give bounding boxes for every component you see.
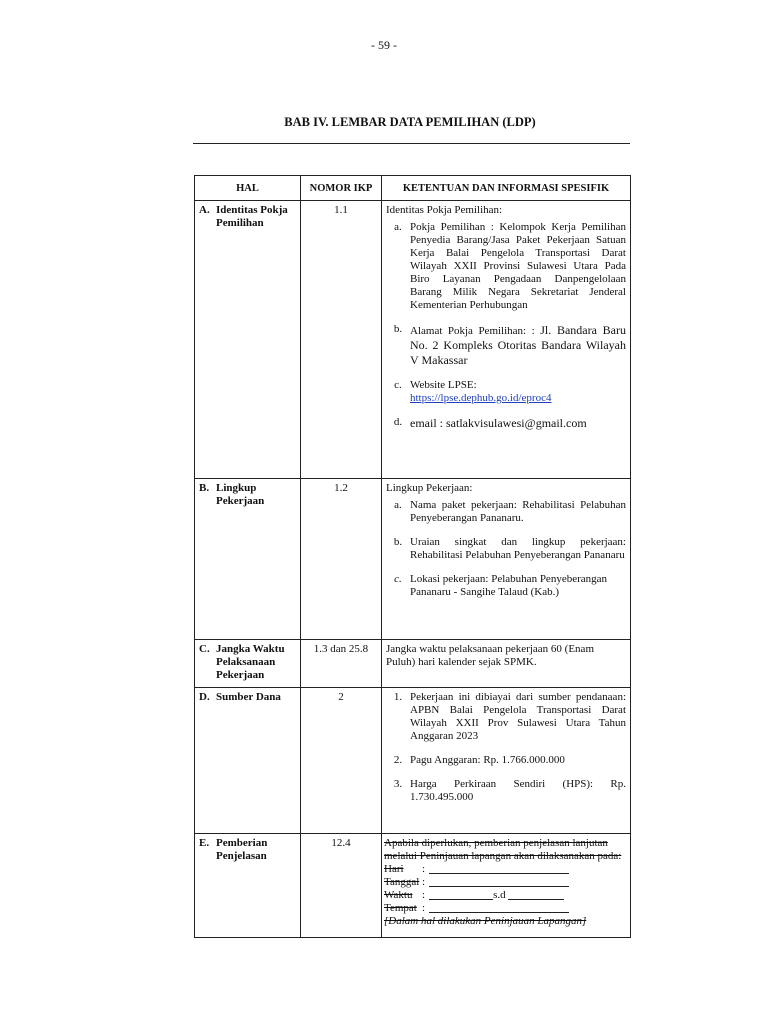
address-label: Alamat Pokja Pemilihan: : bbox=[410, 325, 541, 337]
list-item-text: Nama paket pekerjaan: Rehabilitasi Pelabuhan Penyeberangan Pananaru. bbox=[410, 499, 626, 524]
nomor-ikp-cell: 12.4 bbox=[301, 834, 382, 938]
hal-label: Sumber Dana bbox=[216, 691, 281, 703]
list-marker: d. bbox=[393, 416, 403, 428]
blank-line bbox=[429, 902, 569, 913]
schedule-row-tempat bbox=[384, 902, 626, 915]
blank-line bbox=[429, 889, 493, 900]
table-header-row bbox=[195, 176, 631, 201]
list-item bbox=[386, 416, 626, 430]
list-item-text bbox=[410, 379, 626, 405]
schedule-label: Hari bbox=[384, 863, 404, 875]
hal-cell bbox=[195, 479, 301, 640]
list-item bbox=[386, 536, 626, 562]
page-number: - 59 - bbox=[371, 38, 397, 52]
row-letter: B. bbox=[199, 482, 210, 494]
row-letter: E. bbox=[199, 837, 210, 849]
header-hal: HAL bbox=[195, 176, 301, 201]
list-item-text: Pokja Pemilihan : Kelompok Kerja Pemilihan Penyedia Barang/Jasa Paket Pekerjaan Satuan Kerja Balai Pengelola Transportasi Darat Wilayah XXII Provinsi Sulawesi Utara Pada Biro Layanan Pengadaan Danpengelolaan Barang Milik Negara Sekretariat Jenderal Kementerian Perhubungan bbox=[410, 221, 626, 311]
ketentuan-cell bbox=[382, 834, 631, 938]
hal-cell bbox=[195, 640, 301, 688]
table-row bbox=[195, 834, 631, 938]
lpse-link[interactable]: https://lpse.dephub.go.id/eproc4 bbox=[410, 392, 552, 404]
list-item-text: Pekerjaan ini dibiayai dari sumber pendanaan: APBN Balai Pengelola Transportasi Darat Wilayah XXII Prov Sulawesi Utara Tahun Anggaran 2023 bbox=[410, 691, 626, 742]
list-item bbox=[386, 573, 626, 599]
list-marker: b. bbox=[393, 323, 403, 335]
row-letter: C. bbox=[199, 643, 210, 655]
schedule-sep: : bbox=[422, 889, 426, 901]
ketentuan-cell bbox=[382, 688, 631, 834]
list-marker: a. bbox=[394, 221, 402, 233]
row-letter: D. bbox=[199, 691, 210, 703]
hal-cell bbox=[195, 834, 301, 938]
table-row bbox=[195, 640, 631, 688]
list-marker: 2. bbox=[393, 754, 403, 766]
list-item-text: Uraian singkat dan lingkup pekerjaan: Rehabilitasi Pelabuhan Penyeberangan Pananaru bbox=[410, 536, 626, 561]
schedule-row-hari bbox=[384, 863, 626, 876]
website-label: Website LPSE: bbox=[410, 379, 477, 391]
schedule-label: Tanggal bbox=[384, 876, 420, 888]
schedule-row-waktu bbox=[384, 889, 626, 902]
hal-label: Pemberian Penjelasan bbox=[216, 837, 268, 862]
list-item bbox=[386, 323, 626, 368]
table-row bbox=[195, 688, 631, 834]
email-text: email : satlakvisulawesi@gmail.com bbox=[410, 416, 587, 430]
header-nomor-ikp: NOMOR IKP bbox=[301, 176, 382, 201]
list-item-text: Lokasi pekerjaan: Pelabuhan Penyeberangan Pananaru - Sangihe Talaud (Kab.) bbox=[410, 573, 608, 598]
struck-intro: Apabila diperlukan, pemberian penjelasan lanjutan melalui Peninjauan lapangan akan dilaksanakan pada: bbox=[384, 837, 622, 862]
hal-label: Lingkup Pekerjaan bbox=[216, 482, 265, 507]
note-text: [Dalam hal dilakukan Peninjauan Lapangan] bbox=[384, 915, 587, 927]
address-value: Jl. Bandara Baru No. 2 Kompleks Otoritas Bandara Wilayah V Makassar bbox=[410, 323, 627, 367]
schedule-sep: : bbox=[422, 876, 426, 888]
blank-line bbox=[429, 876, 569, 887]
list-item-text: Pagu Anggaran: Rp. 1.766.000.000 bbox=[410, 754, 565, 766]
nomor-ikp-cell: 1.1 bbox=[301, 201, 382, 479]
list-marker: 3. bbox=[393, 778, 403, 790]
header-ketentuan: KETENTUAN DAN INFORMASI SPESIFIK bbox=[382, 176, 631, 201]
ketentuan-cell bbox=[382, 640, 631, 688]
list-marker: 1. bbox=[393, 691, 403, 703]
list-item bbox=[386, 221, 626, 312]
ketentuan-intro: Identitas Pokja Pemilihan: bbox=[386, 204, 503, 216]
list-marker: b. bbox=[393, 536, 403, 548]
schedule-label: Tempat bbox=[384, 902, 417, 914]
list-marker: c. bbox=[394, 573, 402, 585]
nomor-ikp-cell: 2 bbox=[301, 688, 382, 834]
table-row bbox=[195, 479, 631, 640]
list-marker: c. bbox=[394, 379, 402, 391]
hal-cell bbox=[195, 688, 301, 834]
ketentuan-cell bbox=[382, 479, 631, 640]
blank-line bbox=[429, 863, 569, 874]
list-item bbox=[386, 754, 626, 767]
list-item-text bbox=[410, 323, 626, 368]
ldp-table bbox=[194, 175, 631, 938]
nomor-ikp-cell: 1.2 bbox=[301, 479, 382, 640]
schedule-row-tanggal bbox=[384, 876, 626, 889]
hal-label: Jangka Waktu Pelaksanaan Pekerjaan bbox=[216, 643, 285, 681]
list-item bbox=[386, 691, 626, 743]
ketentuan-intro: Lingkup Pekerjaan: bbox=[386, 482, 473, 494]
schedule-sep: : bbox=[422, 902, 426, 914]
chapter-title: BAB IV. LEMBAR DATA PEMILIHAN (LDP) bbox=[284, 115, 536, 129]
list-marker: a. bbox=[394, 499, 402, 511]
list-item-text: Harga Perkiraan Sendiri (HPS): Rp. 1.730.495.000 bbox=[410, 778, 626, 803]
list-item bbox=[386, 778, 626, 804]
schedule-label: Waktu bbox=[384, 889, 413, 901]
blank-line bbox=[508, 889, 564, 900]
nomor-ikp-cell: 1.3 dan 25.8 bbox=[301, 640, 382, 688]
row-letter: A. bbox=[199, 204, 210, 216]
ketentuan-cell bbox=[382, 201, 631, 479]
hal-cell bbox=[195, 201, 301, 479]
schedule-middle: s.d bbox=[493, 889, 506, 901]
list-item bbox=[386, 379, 626, 405]
table-row bbox=[195, 201, 631, 479]
ketentuan-text: Jangka waktu pelaksanaan pekerjaan 60 (Enam Puluh) hari kalender sejak SPMK. bbox=[386, 643, 594, 668]
title-divider bbox=[193, 143, 630, 144]
hal-label: Identitas Pokja Pemilihan bbox=[216, 204, 288, 229]
list-item bbox=[386, 499, 626, 525]
schedule-sep: : bbox=[422, 863, 426, 875]
